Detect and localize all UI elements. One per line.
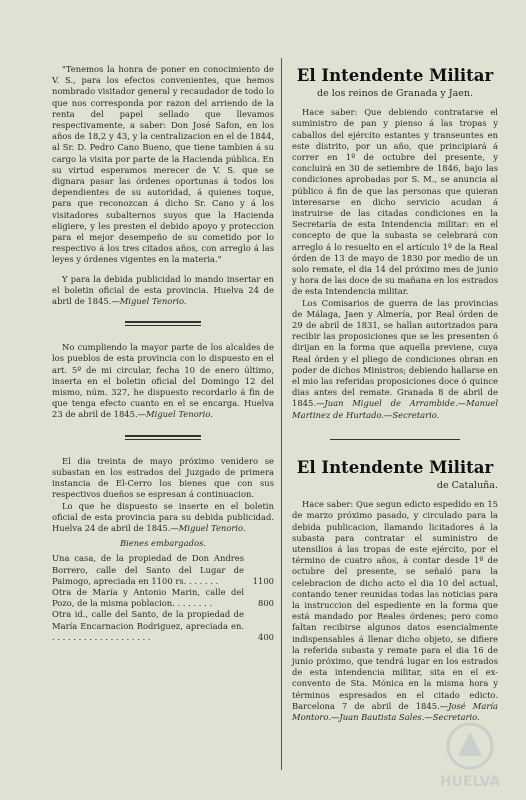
library-watermark-icon bbox=[430, 712, 510, 792]
signature-arrambide: —Juan Miguel de Arrambide.—Manuel Martinez de Hurtado.—Secretario. bbox=[292, 398, 498, 420]
list-item bbox=[52, 609, 274, 643]
signature-tenorio-1: —Miguel Tenorio. bbox=[111, 296, 187, 307]
section-subtitle-cataluna: de Cataluña. bbox=[436, 479, 498, 491]
list-item bbox=[52, 587, 274, 609]
item-amount: 1100 bbox=[252, 575, 274, 586]
notice-5-text: Lo que he dispuesto se inserte en el boletin oficial de esta provincia para su debida publicidad. Huelva 24 de abril de 1845. bbox=[52, 500, 274, 533]
signature-montoro: —José María Montoro.—Juan Bautista Sales.—Secretario. bbox=[292, 700, 499, 722]
section-title-cataluna: El Intendente Militar bbox=[296, 457, 494, 477]
granada-paragraph-1: Hace saber: Que debiendo contratarse el suministro de pan y pienso á las tropas y caballos del ejército estantes y transeuntes en este distrito, por un año, que principiará á correr en 1º de octubre del presente, y concluirá en 30 de setiembre de 1846, bajo las condiciones aprobadas por S. M., se anuncia al público á fin de que las personas que quieran interesarse en dicho servicio acudan á instruirse de las citadas condiciones en la Secretaría de esta Intendencia militar: en el concepto de que la subasta se celebrará con arreglo á lo resuelto en el artículo 1º de la Real órden de 13 de mayo de 1830 por medio de un solo remate, el dia 14 del próximo mes de junio y hora de las doce de su mañana en los estrados de esta Intendencia militar. bbox=[292, 107, 498, 297]
notice-paragraph-3 bbox=[52, 342, 274, 420]
item-text: Otra id., calle del Santo, de la propiedad de María Encarnacion Rodriguez, apreciada en. . . . . . . . . . . . . . . . . . . . bbox=[52, 609, 244, 642]
cataluna-text: Hace saber: Que segun edicto espedido en 15 de marzo próximo pasado, y circulado para la debida publicacion, llamando licitadores á la subasta para contratar el suministro de utensilios á las tropas de este ejército, por el término de cuatro años, á contar desde 1º de octubre del presente, se señaló para la celebracion de dicho acto el dia 10 del actual, contando tener reunidas todas las noticias para la instruccion del espediente en la forma que está mandado por Reales órdenes; pero como faltan recibirse algunos datos esencialmente indispensables á llenar dicho objeto, se difiere la referida subasta y remate para el dia 16 de junio próximo, que tendrá lugar en los estrados de esta intendencia militar, sita en el ex-convento de Sta. Mónica en la misma hora y términos espresados en el citado edicto. Barcelona 7 de abril de 1845. bbox=[292, 499, 498, 711]
item-amount: 800 bbox=[258, 598, 274, 609]
notice-paragraph-5 bbox=[52, 501, 274, 535]
item-text: Otra de María y Antonio Marin, calle del Pozo, de la misma poblacion. . . . . . . . bbox=[52, 586, 244, 609]
section-separator bbox=[330, 439, 460, 440]
right-column bbox=[292, 64, 498, 723]
left-column bbox=[52, 64, 274, 643]
notice-2-text: Y para la debida publicidad lo mando insertar en el boletin oficial de esta provincia. Huelva 24 de abril de 1845. bbox=[52, 273, 274, 307]
granada-2-text: Los Comisarios de guerra de las provincias de Málaga, Jaen y Almería, por Real órden de 29 de abril de 1831, se hallan autorizados para recibir las proposiciones que se les presenten ó dirijan en la forma que aquella previene, cuya Real órden y el pliego de condiciones obran en poder de dichos Ministros; debiendo hallarse en el mio las referidas proposiciones doce ó quince dias antes del remate. Granada 8 de abril de 1845. bbox=[292, 297, 498, 409]
bienes-heading: Bienes embargados. bbox=[119, 538, 207, 549]
notice-paragraph-4: El dia treinta de mayo próximo venidero se subastan en los estrados del Juzgado de primera instancia de El-Cerro los bienes que con sus respectivos dueños se espresan á continuacion. bbox=[52, 455, 274, 500]
watermark-text: HUELVA bbox=[439, 774, 501, 790]
cataluna-paragraph bbox=[292, 499, 498, 723]
notice-3-text: No cumpliendo la mayor parte de los alcaldes de los pueblos de esta provincia con lo dispuesto en el art. 5º de mi circular, fecha 10 de enero último, inserta en el boletin oficial del Domingo 12 del mismo, núm. 327, he dispuesto recordarlo á fin de que tenga efecto cuanto en el se encarga. Huelva 23 de abril de 1845. bbox=[52, 342, 274, 420]
section-separator bbox=[125, 321, 201, 326]
signature-tenorio-3: —Miguel Tenorio. bbox=[170, 522, 246, 533]
notice-paragraph-1: "Tenemos la honra de poner en conocimiento de V. S., para los efectos convenientes, que hemos nombrado visitador general y recaudador de todo lo que nos corresponda por razon del arriendo de la renta del papel sellado que llevamos respectivamente, a saber: Don José Safon, en los años de 18,2 y 43, y la centralizacion en el de 1844, al Sr. D. Pedro Cano Bueno, que tiene tambien á su cargo la visita por parte de la Hacienda pública. En su virtud esperamos merecer de V. S. que se dignara pasar las órdenes oportunas á todos los dependientes de su autoridad, á quienes toque, para que reconozcan á dicho Sr. Cano y á los visitadores subalternos suyos que la Hacienda eligiere, y les presten el debido apoyo y proteccion para el mejor desempeño de su cometido por lo respectivo á los tres citados años, con arreglo á las leyes y órdenes vigentes en la materia." bbox=[52, 64, 274, 265]
section-separator bbox=[125, 435, 201, 440]
notice-paragraph-2 bbox=[52, 274, 274, 308]
signature-tenorio-2: —Miguel Tenorio. bbox=[137, 409, 213, 420]
list-item bbox=[52, 553, 274, 587]
section-subtitle-granada: de los reinos de Granada y Jaen. bbox=[317, 88, 473, 99]
item-text: Una casa, de la propiedad de Don Andres Borrero, calle del Santo del Lugar de Paimogo, apreciada en 1100 rs. . . . . . . bbox=[52, 553, 244, 586]
item-amount: 400 bbox=[258, 631, 274, 642]
section-title-granada: El Intendente Militar bbox=[296, 66, 494, 85]
granada-paragraph-2 bbox=[292, 298, 498, 421]
column-divider bbox=[281, 58, 282, 770]
